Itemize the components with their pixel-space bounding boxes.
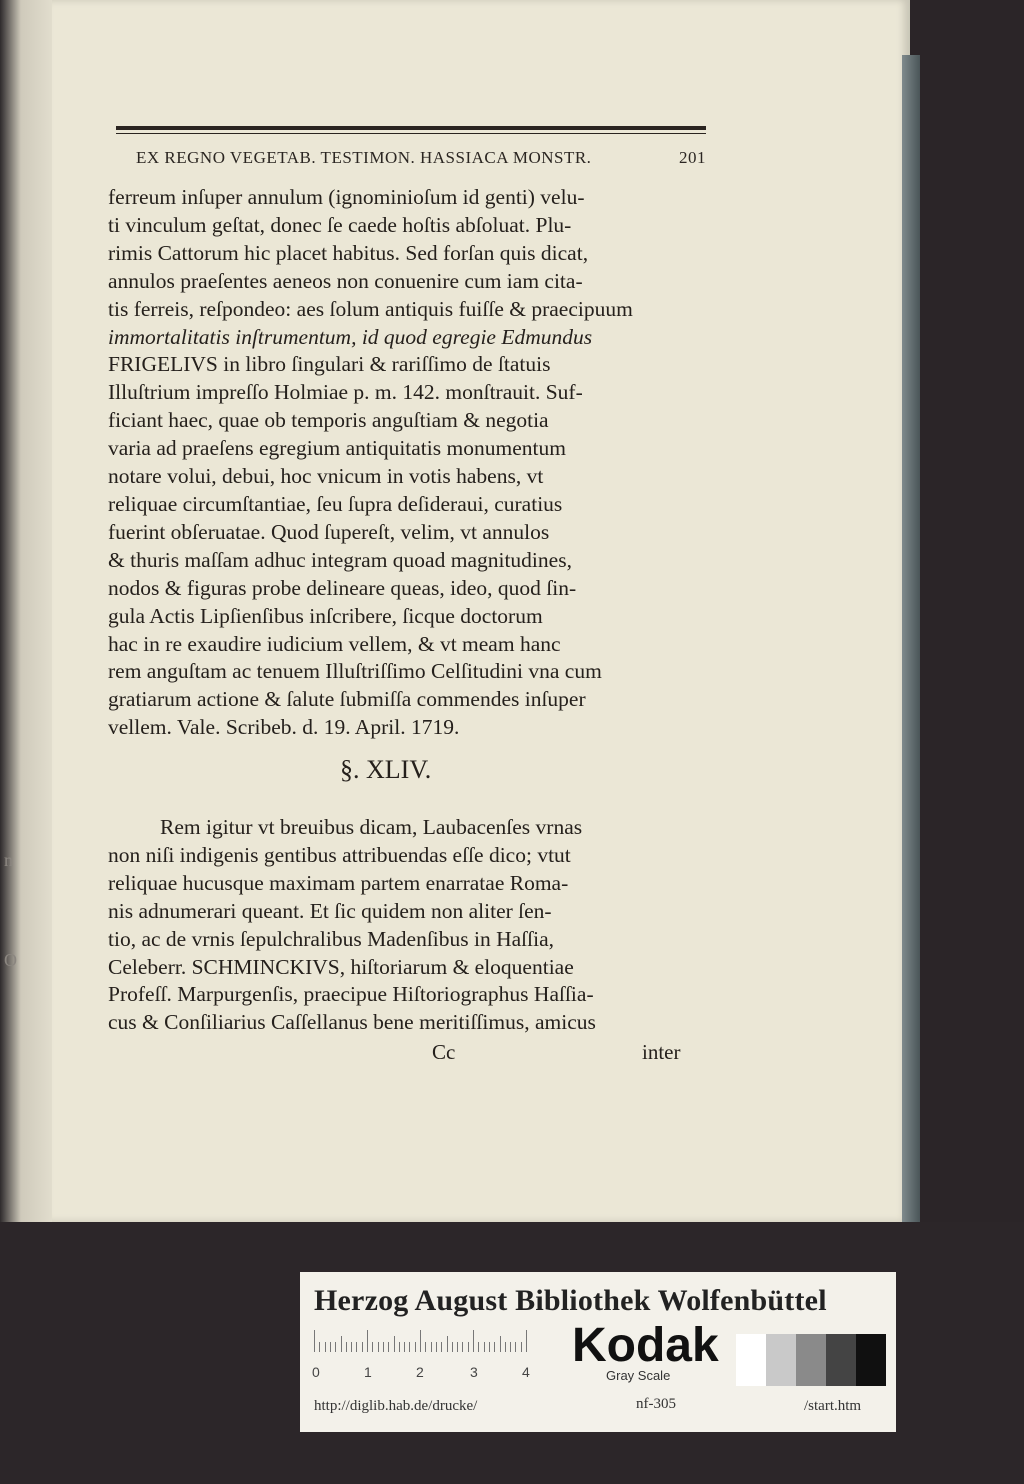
- ruler-tick: [372, 1342, 373, 1352]
- head-rule-thin: [116, 133, 706, 134]
- ruler-tick: [452, 1342, 453, 1352]
- text-line: nodos & figuras probe delineare queas, ideo, quod ſin-: [108, 575, 577, 600]
- ruler-tick: [441, 1342, 442, 1352]
- text-line: FRIGELIVS in libro ſingulari & rariſſimo de ſtatuis: [108, 352, 551, 377]
- text-line: gratiarum actione & ſalute ſubmiſſa commendes inſuper: [108, 687, 586, 712]
- measure-ruler: [314, 1330, 554, 1352]
- text-line: Celeberr. SCHMINCKIVS, hiſtoriarum & eloquentiae: [108, 954, 574, 979]
- ruler-number: 3: [470, 1364, 478, 1380]
- ruler-tick: [319, 1342, 320, 1352]
- page-edge: [902, 55, 920, 1225]
- ruler-number: 2: [416, 1364, 424, 1380]
- ruler-tick: [415, 1342, 416, 1352]
- library-title: Herzog August Bibliothek Wolfenbüttel: [314, 1284, 827, 1317]
- ruler-tick: [330, 1342, 331, 1352]
- text-line: Illuſtrium impreſſo Holmiae p. m. 142. monſtrauit. Suf-: [108, 380, 583, 405]
- text-line: tis ferreis, reſpondeo: aes ſolum antiquis fuiſſe & praecipuum: [108, 296, 633, 321]
- ruler-tick: [420, 1330, 421, 1352]
- text-line: ferreum inſuper annulum (ignominioſum id genti) velu-: [108, 185, 585, 209]
- ruler-tick: [394, 1336, 395, 1352]
- text-line: gula Actis Lipſienſibus inſcribere, ſicque doctorum: [108, 603, 543, 628]
- text-line: nis adnumerari queant. Et ſic quidem non aliter ſen-: [108, 898, 552, 923]
- text-line: annulos praeſentes aeneos non conuenire cum iam cita-: [108, 268, 583, 293]
- head-rule-thick: [116, 126, 706, 130]
- library-url: http://diglib.hab.de/drucke/: [314, 1398, 478, 1414]
- text-line: tio, ac de vrnis ſepulchralibus Madenſibus in Haſſia,: [108, 926, 555, 951]
- ruler-tick: [409, 1342, 410, 1352]
- text-line: non niſi indigenis gentibus attribuendas eſſe dico; vtut: [108, 842, 571, 867]
- text-line: Rem igitur vt breuibus dicam, Laubacenſes vrnas: [160, 815, 583, 839]
- text-line: cus & Conſiliarius Caſſellanus bene meritiſſimus, amicus: [108, 1010, 596, 1035]
- section-text: [108, 814, 704, 1037]
- ruler-tick: [489, 1342, 490, 1352]
- text-line: reliquae hucusque maximam partem enarratae Roma-: [108, 870, 569, 895]
- text-line: reliquae circumſtantiae, ſeu ſupra deſideraui, curatius: [108, 491, 563, 516]
- running-head: [136, 140, 706, 174]
- text-line: immortalitatis inſtrumentum, id quod egregie Edmundus: [108, 324, 593, 349]
- text-line: notare volui, debui, hoc vnicum in votis habens, vt: [108, 464, 544, 489]
- ruler-tick: [341, 1336, 342, 1352]
- ruler-tick: [378, 1342, 379, 1352]
- text-line: & thuris maſſam adhuc integram quoad magnitudines,: [108, 547, 572, 572]
- ruler-tick: [346, 1342, 347, 1352]
- ruler-tick: [473, 1330, 474, 1352]
- ruler-tick: [367, 1330, 368, 1352]
- ruler-tick: [425, 1342, 426, 1352]
- text-line: hac in re exaudire iudicium vellem, & vt meam hanc: [108, 631, 561, 656]
- gray-patch: [856, 1334, 886, 1386]
- ruler-tick: [510, 1342, 511, 1352]
- ruler-tick: [399, 1342, 400, 1352]
- gray-patch: [826, 1334, 856, 1386]
- library-color-card: [300, 1272, 896, 1432]
- text-line: vellem. Vale. Scribeb. d. 19. April. 1719.: [108, 715, 460, 740]
- ruler-tick: [351, 1342, 352, 1352]
- shelfmark: nf-305: [636, 1396, 676, 1412]
- text-line: rimis Cattorum hic placet habitus. Sed forſan quis dicat,: [108, 240, 589, 265]
- gray-scale-label: Gray Scale: [606, 1368, 671, 1383]
- gray-patch: [766, 1334, 796, 1386]
- ruler-tick: [457, 1342, 458, 1352]
- gray-patch: [796, 1334, 826, 1386]
- ruler-tick: [404, 1342, 405, 1352]
- catchword: inter: [642, 1040, 681, 1064]
- ruler-tick: [505, 1342, 506, 1352]
- ruler-tick: [484, 1342, 485, 1352]
- ruler-tick: [388, 1342, 389, 1352]
- text-line: fuerint obſeruatae. Quod ſupereſt, velim, vt annulos: [108, 519, 550, 544]
- ruler-tick: [314, 1330, 315, 1352]
- page-number: 201: [679, 148, 706, 167]
- ruler-tick: [325, 1342, 326, 1352]
- ruler-tick: [335, 1342, 336, 1352]
- text-line: varia ad praeſens egregium antiquitatis monumentum: [108, 436, 566, 461]
- text-line: ti vinculum geſtat, donec ſe caede hoſtis abſoluat. Plu-: [108, 212, 572, 237]
- running-head-title: EX REGNO VEGETAB. TESTIMON. HASSIACA MONSTR.: [136, 148, 592, 167]
- ruler-number: 1: [364, 1364, 372, 1380]
- ruler-tick: [478, 1342, 479, 1352]
- gray-scale-patches: [736, 1334, 886, 1386]
- ruler-tick: [494, 1342, 495, 1352]
- ruler-tick: [526, 1330, 527, 1352]
- ruler-tick: [362, 1342, 363, 1352]
- ruler-tick: [431, 1342, 432, 1352]
- text-line: ficiant haec, quae ob temporis anguſtiam & negotia: [108, 408, 549, 433]
- ruler-tick: [521, 1342, 522, 1352]
- ruler-tick: [356, 1342, 357, 1352]
- ruler-number: 4: [522, 1364, 530, 1380]
- gray-patch: [736, 1334, 766, 1386]
- ruler-tick: [500, 1336, 501, 1352]
- text-line: Profeſſ. Marpurgenſis, praecipue Hiſtoriographus Haſſia-: [108, 982, 594, 1007]
- start-url: /start.htm: [804, 1398, 862, 1414]
- ruler-tick: [468, 1342, 469, 1352]
- ruler-tick: [383, 1342, 384, 1352]
- kodak-logo: Kodak: [572, 1319, 719, 1372]
- signature-mark: Cc: [432, 1040, 456, 1064]
- ruler-tick: [436, 1342, 437, 1352]
- ruler-tick: [515, 1342, 516, 1352]
- ruler-tick: [462, 1342, 463, 1352]
- section-heading: §. XLIV.: [340, 755, 432, 784]
- ruler-number: 0: [312, 1364, 320, 1380]
- letter-text: [108, 184, 704, 742]
- ruler-tick: [447, 1336, 448, 1352]
- adjacent-page-strip: n O: [0, 0, 60, 1225]
- text-line: rem anguſtam ac tenuem Illuſtriſſimo Celſitudini vna cum: [108, 659, 602, 684]
